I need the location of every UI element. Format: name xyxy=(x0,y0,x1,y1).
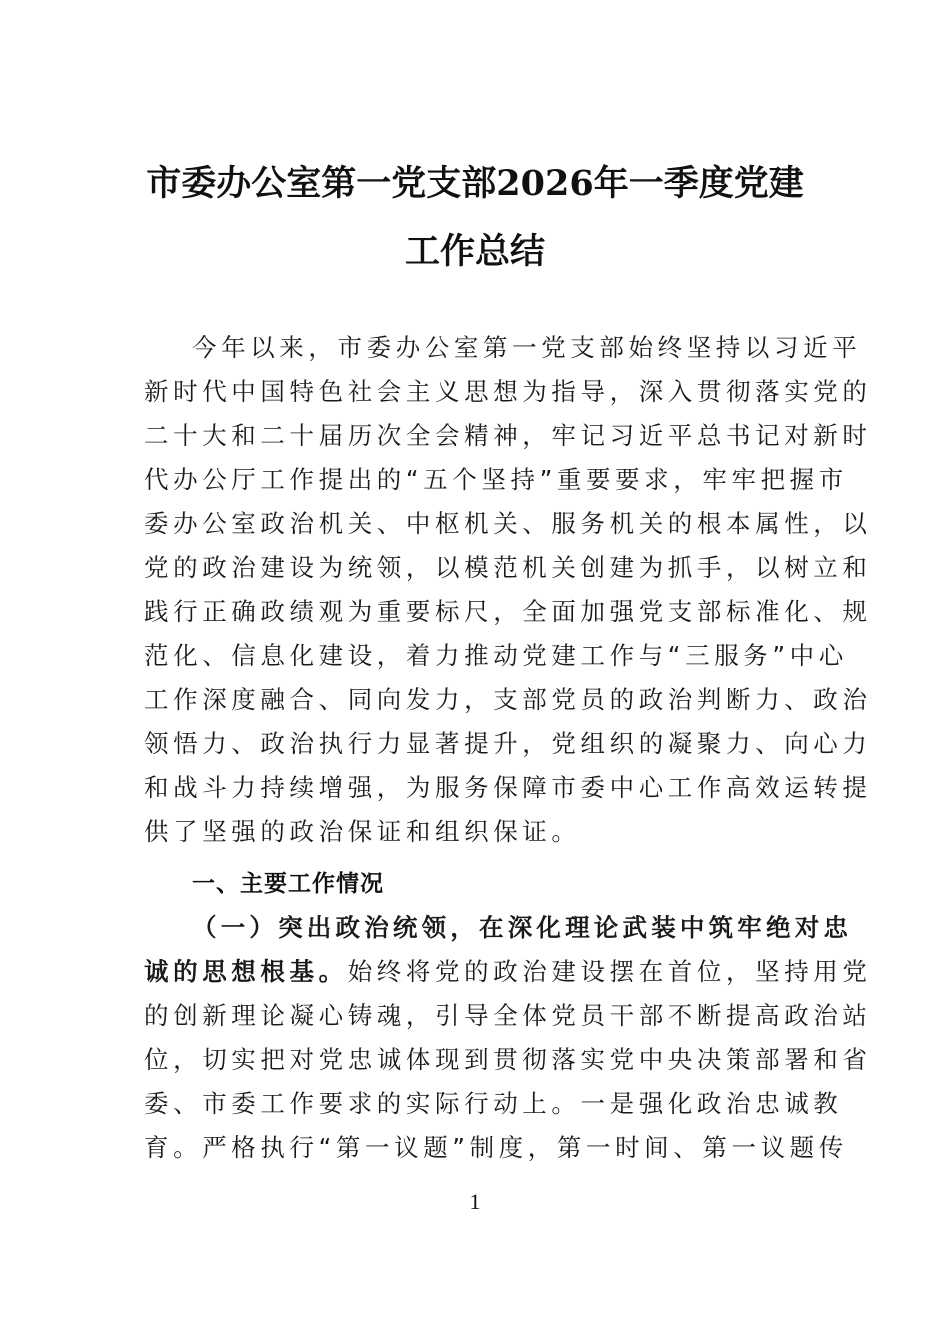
intro-paragraph-line: 二十大和二十届历次全会精神，牢记习近平总书记对新时 xyxy=(144,421,872,450)
subsection-body-text: 始终将党的政治建设摆在首位，坚持用党 xyxy=(347,957,872,986)
intro-paragraph-line: 工作深度融合、同向发力，支部党员的政治判断力、政治 xyxy=(144,685,872,714)
subsection-heading-line-1: （一）突出政治统领，在深化理论武装中筑牢绝对忠 xyxy=(192,913,853,942)
subsection-body-line: 育。严格执行“第一议题”制度，第一时间、第一议题传 xyxy=(144,1133,848,1162)
subsection-body-line: 委、市委工作要求的实际行动上。一是强化政治忠诚教 xyxy=(144,1089,843,1118)
intro-paragraph-line: 范化、信息化建设，着力推动党建工作与“三服务”中心 xyxy=(144,641,848,670)
subsection-line-2 xyxy=(144,957,872,987)
intro-paragraph-line: 党的政治建设为统领，以模范机关创建为抓手，以树立和 xyxy=(144,553,872,582)
intro-paragraph-line: 新时代中国特色社会主义思想为指导，深入贯彻落实党的 xyxy=(144,377,872,406)
page-number: 1 xyxy=(469,1189,481,1214)
subsection-body-line: 位，切实把对党忠诚体现到贯彻落实党中央决策部署和省 xyxy=(144,1045,872,1074)
intro-paragraph-line: 委办公室政治机关、中枢机关、服务机关的根本属性，以 xyxy=(144,509,872,538)
subsection-heading-line-2: 诚的思想根基。 xyxy=(144,957,348,986)
intro-paragraph-line: 今年以来，市委办公室第一党支部始终坚持以习近平 xyxy=(192,333,862,362)
intro-paragraph-line: 代办公厅工作提出的“五个坚持”重要要求，牢牢把握市 xyxy=(144,465,848,494)
intro-paragraph-line: 供了坚强的政治保证和组织保证。 xyxy=(144,817,581,846)
intro-paragraph-line: 践行正确政绩观为重要标尺，全面加强党支部标准化、规 xyxy=(144,597,872,626)
section-heading: 一、主要工作情况 xyxy=(192,871,384,897)
intro-paragraph-line: 和战斗力持续增强，为服务保障市委中心工作高效运转提 xyxy=(144,773,872,802)
subsection-body-line: 的创新理论凝心铸魂，引导全体党员干部不断提高政治站 xyxy=(144,1001,872,1030)
intro-paragraph-line: 领悟力、政治执行力显著提升，党组织的凝聚力、向心力 xyxy=(144,729,872,758)
document-title-line-1: 市委办公室第一党支部2026年一季度党建 xyxy=(146,163,804,204)
document-title-line-2: 工作总结 xyxy=(404,231,545,272)
